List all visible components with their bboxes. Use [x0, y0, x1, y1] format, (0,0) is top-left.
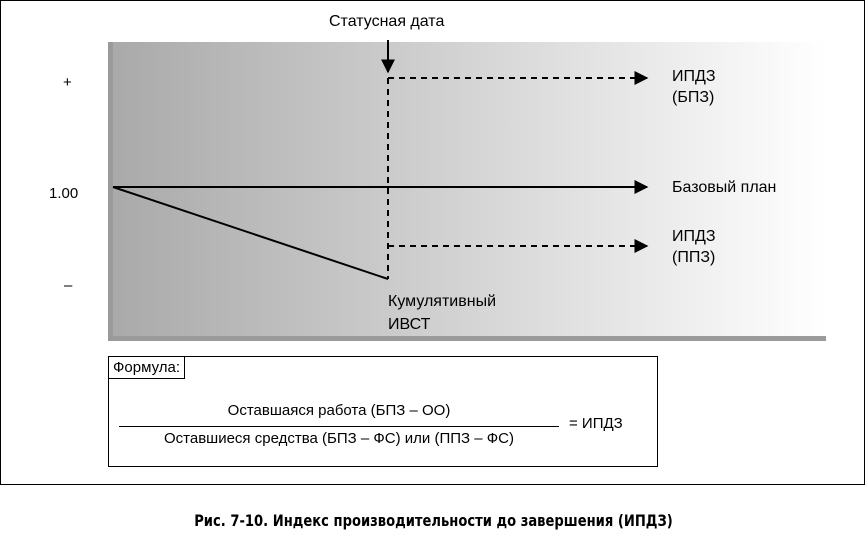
- fraction-line: [119, 426, 559, 427]
- cumulative-cpi-sublabel: ИВСТ: [388, 316, 431, 333]
- status-date-label: Статусная дата: [329, 13, 445, 30]
- tcpi-eac-sublabel: (ППЗ): [672, 249, 716, 266]
- y-plus-label: +: [63, 74, 72, 91]
- tcpi-bac-sublabel: (БПЗ): [672, 89, 715, 106]
- y-value-label: 1.00: [49, 185, 79, 202]
- figure-caption: Рис. 7-10. Индекс производительности до завершения (ИПДЗ): [194, 511, 673, 530]
- tcpi-eac-label: ИПДЗ: [672, 228, 716, 245]
- formula-numerator: Оставшаяся работа (БПЗ – ОО): [227, 402, 451, 419]
- cumulative-cpi-label: Кумулятивный: [388, 293, 497, 310]
- tcpi-bac-label: ИПДЗ: [672, 68, 716, 85]
- formula-denominator: Оставшиеся средства (БПЗ – ФС) или (ППЗ – ФС): [164, 430, 514, 447]
- formula-box: [108, 356, 658, 467]
- formula-tag: Формула:: [109, 357, 185, 379]
- x-axis-bar: [108, 336, 826, 341]
- formula-result: = ИПДЗ: [569, 415, 623, 432]
- y-minus-label: –: [64, 277, 73, 294]
- baseline-label: Базовый план: [672, 179, 777, 196]
- y-axis-bar: [108, 42, 113, 340]
